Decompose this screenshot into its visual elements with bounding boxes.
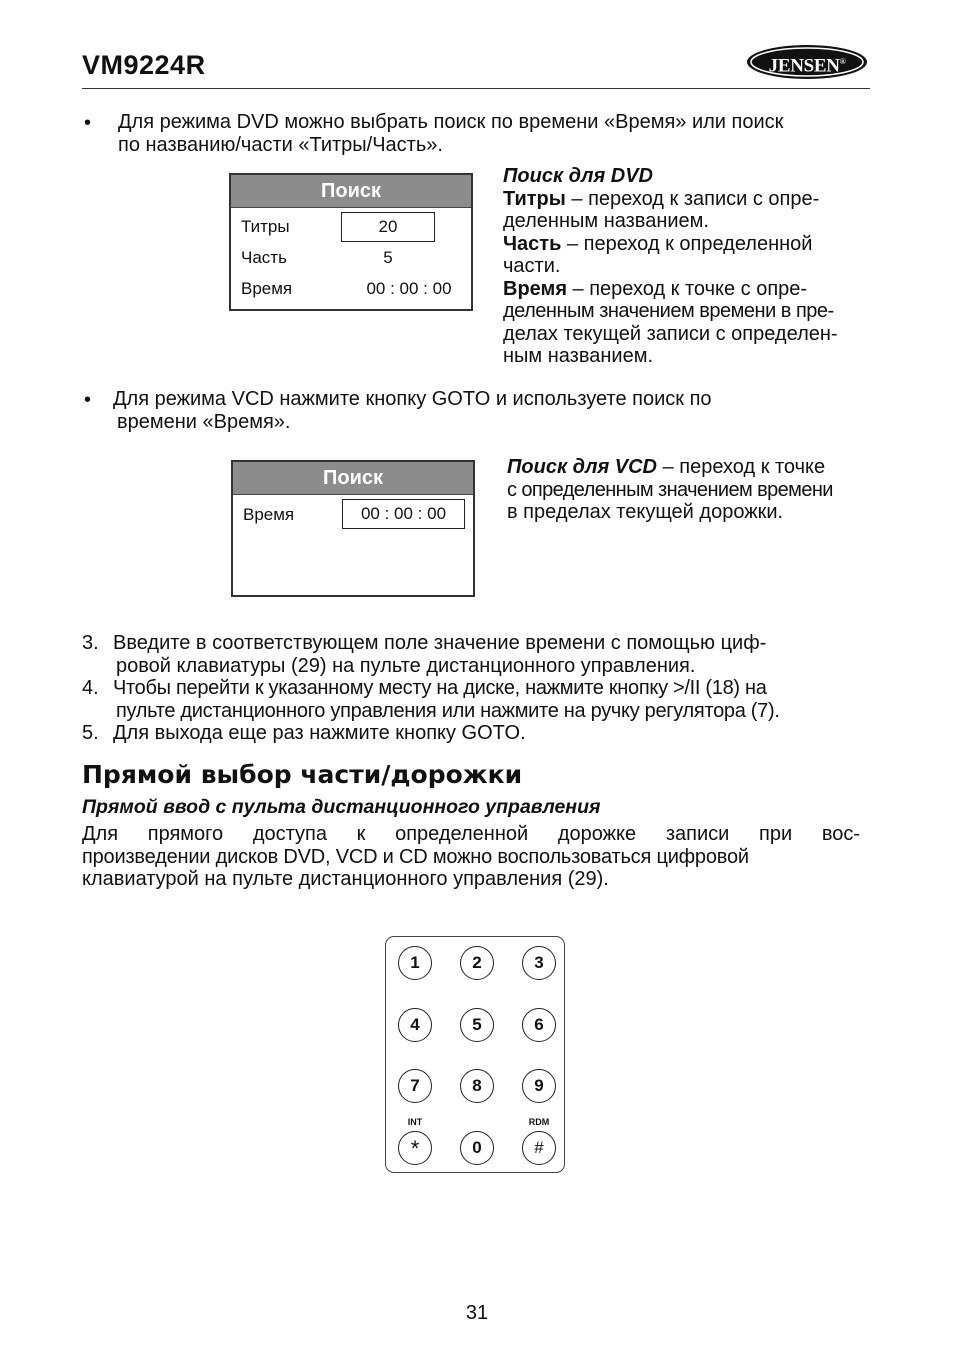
dvd-desc-line: Титры – переход к записи с опре- <box>503 187 820 210</box>
key-star[interactable]: * <box>398 1131 432 1165</box>
dvd-search-box <box>229 173 473 311</box>
jensen-logo <box>746 44 868 80</box>
key-hash[interactable]: # <box>522 1131 556 1165</box>
key-1[interactable]: 1 <box>398 946 432 980</box>
time-value[interactable]: 00 : 00 : 00 <box>366 279 452 298</box>
step-line: Чтобы перейти к указанному месту на диске, нажмите кнопку >/II (18) на <box>113 677 767 699</box>
vcd-desc-line: в пределах текущей дорожки. <box>507 501 784 523</box>
vcd-search-title: Поиск <box>233 462 473 495</box>
step-item <box>82 722 872 745</box>
header-divider <box>82 88 870 89</box>
dvd-row-label: Время <box>241 279 293 298</box>
dvd-search-title: Поиск <box>231 175 471 208</box>
dvd-description <box>503 165 865 368</box>
step-line: пульте дистанционного управления или нажмите на ручку регулятора (7). <box>116 699 780 722</box>
step-line: Введите в соответствующем поле значение времени с помощью циф- <box>113 632 767 654</box>
section-subtitle: Прямой ввод с пульта дистанционного управления <box>82 796 601 818</box>
page-number: 31 <box>465 1302 489 1324</box>
dvd-desc-line: Время – переход к точке с опре- <box>503 277 808 300</box>
key-8[interactable]: 8 <box>460 1069 494 1103</box>
key-6[interactable]: 6 <box>522 1008 556 1042</box>
key-9[interactable]: 9 <box>522 1069 556 1103</box>
vcd-time-input[interactable]: 00 : 00 : 00 <box>342 499 465 529</box>
key-0[interactable]: 0 <box>460 1131 494 1165</box>
intro-vcd-line: времени «Время». <box>117 410 291 433</box>
dvd-desc-line: делах текущей записи с определен- <box>503 322 838 345</box>
titles-input[interactable]: 20 <box>341 212 435 242</box>
dvd-desc-line: ным названием. <box>503 345 654 367</box>
dvd-desc-line: деленным значением времени в пре- <box>503 300 834 322</box>
bullet-dvd: • <box>84 112 92 134</box>
key-7[interactable]: 7 <box>398 1069 432 1103</box>
intro-dvd-text <box>118 111 783 156</box>
key-2[interactable]: 2 <box>460 946 494 980</box>
rdm-caption: RDM <box>528 1117 550 1127</box>
key-5[interactable]: 5 <box>460 1008 494 1042</box>
int-caption: INT <box>407 1117 423 1127</box>
vcd-desc-line: Поиск для VCD – переход к точке <box>507 456 826 478</box>
intro-dvd-line: Для режима DVD можно выбрать поиск по времени «Время» или поиск <box>118 111 784 133</box>
key-4[interactable]: 4 <box>398 1008 432 1042</box>
logo-text: JENSEN® <box>768 55 846 77</box>
intro-dvd-line: по названию/части «Титры/Часть». <box>118 133 443 156</box>
dvd-desc-line: части. <box>503 255 561 277</box>
step-number: 4. <box>82 677 99 699</box>
vcd-description <box>507 456 869 524</box>
part-value[interactable]: 5 <box>383 248 393 267</box>
vcd-row-label: Время <box>243 505 295 524</box>
remote-keypad <box>385 936 565 1173</box>
step-line: ровой клавиатуры (29) на пульте дистанционного управления. <box>116 654 696 677</box>
step-number: 3. <box>82 632 99 654</box>
section-title: Прямой выбор части/дорожки <box>82 760 523 789</box>
step-item <box>82 632 872 677</box>
section-body <box>82 823 860 891</box>
dvd-desc-line: деленным названием. <box>503 210 709 232</box>
section-line: Для прямого доступа к определенной дорожке записи при вос- <box>82 823 860 845</box>
bullet-vcd: • <box>84 389 92 411</box>
dvd-desc-line: Часть – переход к определенной <box>503 232 813 255</box>
dvd-row-label: Часть <box>241 248 287 267</box>
intro-vcd-text <box>113 388 712 433</box>
steps-list <box>82 632 872 745</box>
key-3[interactable]: 3 <box>522 946 556 980</box>
vcd-search-box <box>231 460 475 597</box>
step-line: Для выхода еще раз нажмите кнопку GOTO. <box>113 722 526 744</box>
dvd-row-label: Титры <box>241 217 290 236</box>
dvd-desc-heading: Поиск для DVD <box>503 165 653 187</box>
vcd-desc-line: с определенным значением времени <box>507 478 833 501</box>
section-line: клавиатурой на пульте дистанционного управления (29). <box>82 868 609 890</box>
step-item <box>82 677 872 722</box>
section-line: произведении дисков DVD, VCD и CD можно воспользоваться цифровой <box>82 845 749 868</box>
page-model-title: VM9224R <box>82 50 206 80</box>
step-number: 5. <box>82 722 99 744</box>
intro-vcd-line: Для режима VCD нажмите кнопку GOTO и используете поиск по <box>113 388 712 410</box>
